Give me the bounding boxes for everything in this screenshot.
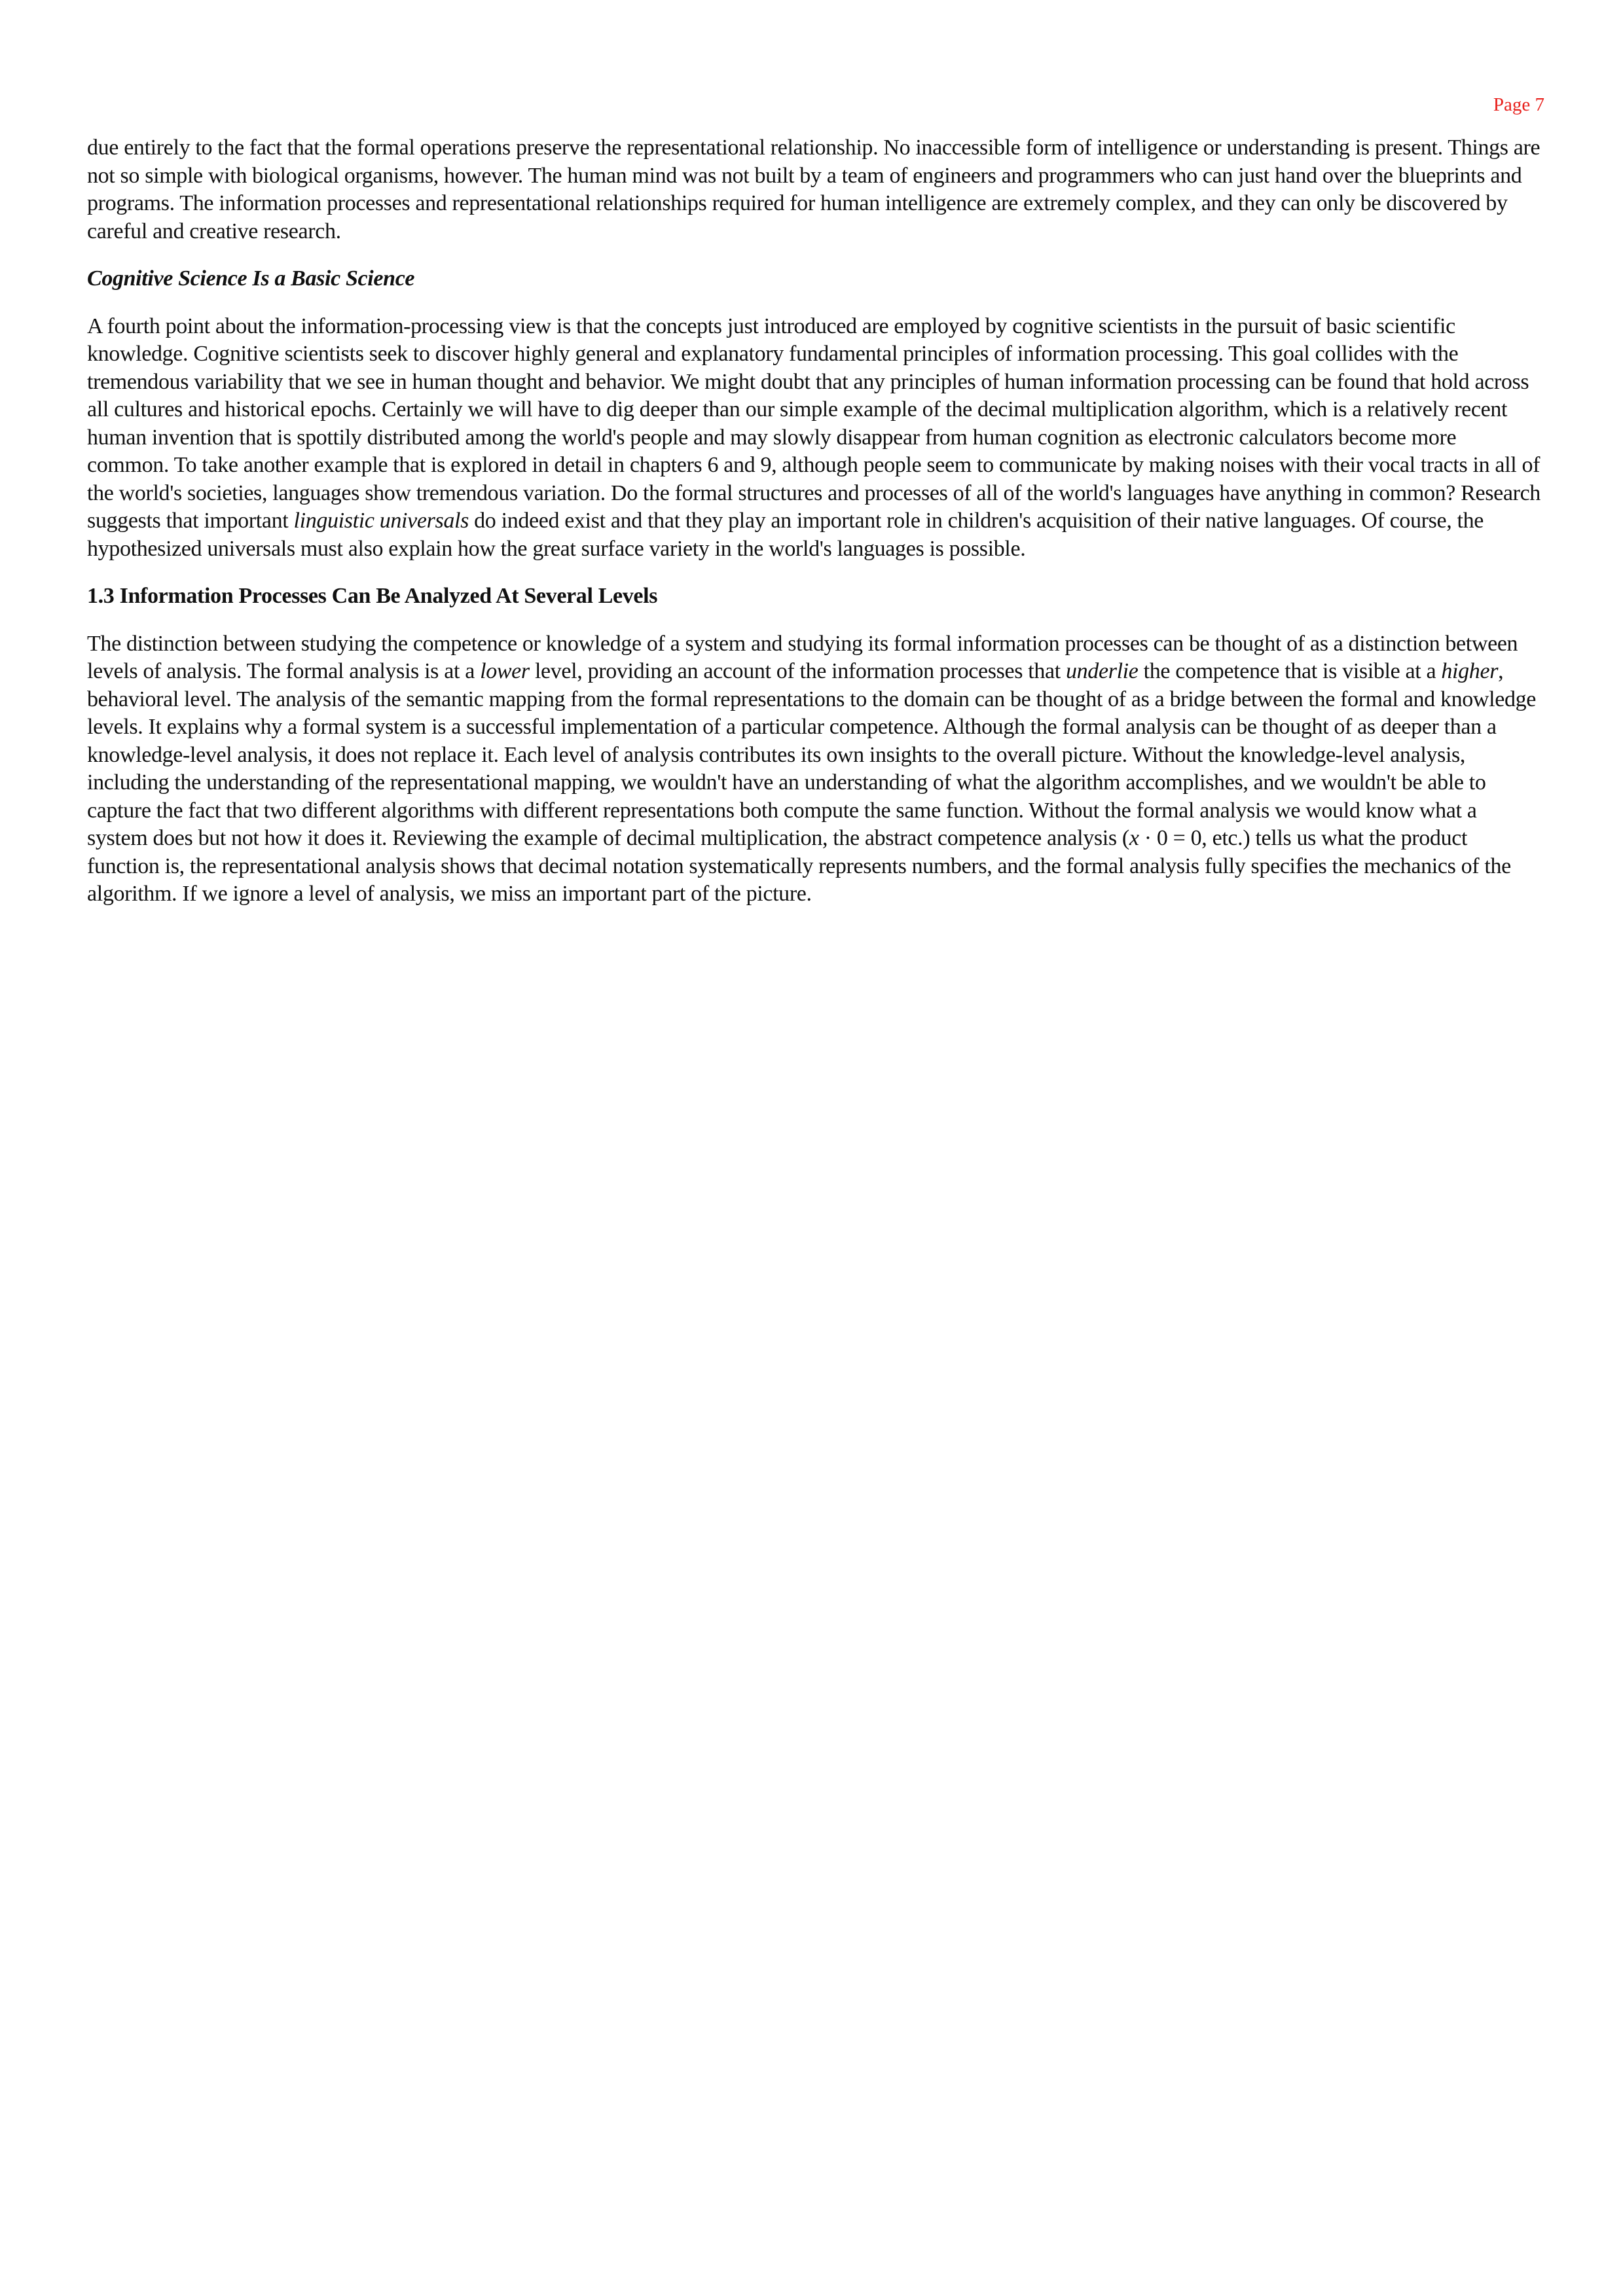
section-heading-levels: 1.3 Information Processes Can Be Analyzed At Several Levels [87, 584, 658, 608]
paragraph-levels-of-analysis [87, 630, 1541, 908]
page-number: Page 7 [1493, 94, 1544, 115]
paragraph-continuation: due entirely to the fact that the formal operations preserve the representational relationship. No inaccessible form of intelligence or understanding is present. Things are not so simple with biological organisms, however. The human mind was not built by a team of engineers and programmers who can just hand over the blueprints and programs. The information processes and representational relationships required for human intelligence are extremely complex, and they can only be discovered by careful and creative research. [87, 135, 1541, 243]
paragraph-basic-science [87, 313, 1541, 564]
paragraph-text: do indeed exist and that they play an important role in children's acquisition of their native languages. Of course, the hypothesized universals must also explain how the great surface variety in the world's languages is possible. [87, 509, 1484, 561]
emphasis-text: lower [480, 659, 530, 683]
paragraph-text: · 0 = 0, etc.) tells us what the product function is, the representational analysis shows that decimal notation systematically represents numbers, and the formal analysis fully specifies the mechanics of the algorithm. If we ignore a level of analysis, we miss an important part of the picture. [87, 826, 1511, 906]
section-heading-basic-science: Cognitive Science Is a Basic Science [87, 266, 415, 291]
paragraph-text: level, providing an account of the information processes that [529, 659, 1066, 683]
paragraph-text: The distinction between studying the competence or knowledge of a system and studying its formal information processes can be thought of as a distinction between levels of analysis. The formal analysis is at a [87, 631, 1518, 683]
paragraph-text: , behavioral level. The analysis of the semantic mapping from the formal representations to the domain can be thought of as a bridge between the formal and knowledge levels. It explains why a formal system is a successful implementation of a particular competence. Although the formal analysis can be thought of as deeper than a knowledge-level analysis, it does not replace it. Each level of analysis contributes its own insights to the overall picture. Without the knowledge-level analysis, including the understanding of the representational mapping, we wouldn't have an understanding of what the algorithm accomplishes, and we wouldn't be able to capture the fact that two different algorithms with different representations both compute the same function. Without the formal analysis we would know what a system does but not how it does it. Reviewing the example of decimal multiplication, the abstract competence analysis ( [87, 659, 1536, 850]
document-body [87, 134, 1541, 928]
paragraph-text: A fourth point about the information-processing view is that the concepts just introduced are employed by cognitive scientists in the pursuit of basic scientific knowledge. Cognitive scientists seek to discover highly general and explanatory fundamental principles of information processing. This goal collides with the tremendous variability that we see in human thought and behavior. We might doubt that any principles of human information processing can be found that hold across all cultures and historical epochs. Certainly we will have to dig deeper than our simple example of the decimal multiplication algorithm, which is a relatively recent human invention that is spottily distributed among the world's people and may slowly disappear from human cognition as electronic calculators become more common. To take another example that is explored in detail in chapters 6 and 9, although people seem to communicate by making noises with their vocal tracts in all of the world's societies, languages show tremendous variation. Do the formal structures and processes of all of the world's languages have anything in common? Research suggests that important [87, 314, 1541, 533]
emphasis-text: underlie [1066, 659, 1139, 683]
paragraph-text: the competence that is visible at a [1138, 659, 1442, 683]
emphasis-text: higher [1441, 659, 1499, 683]
emphasis-text: linguistic universals [293, 509, 469, 533]
emphasis-variable: x [1129, 826, 1139, 850]
